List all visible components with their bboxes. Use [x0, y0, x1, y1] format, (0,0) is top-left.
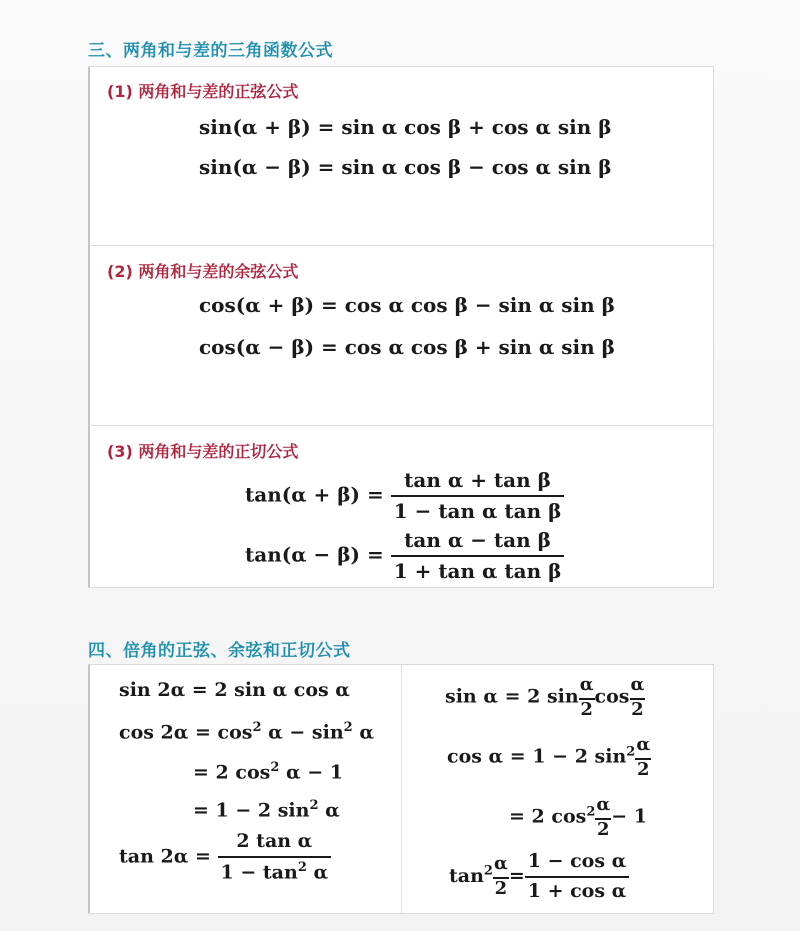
cos-half-alt	[509, 795, 647, 840]
half-alpha-fraction	[630, 675, 646, 720]
squared-superscript: 2	[270, 760, 280, 775]
fraction-denominator: 2	[580, 698, 593, 720]
half-alpha-fraction	[493, 854, 509, 899]
squared-superscript: 2	[626, 744, 636, 760]
tan-half-numerator: 1 − cos α	[525, 851, 630, 878]
squared-superscript: 2	[297, 859, 307, 875]
tan-half-lhs: tan	[449, 864, 484, 887]
cos-double-mid: α − sin	[261, 721, 344, 744]
tan-half-formula	[449, 851, 629, 903]
divider	[89, 245, 713, 246]
tan-half-fraction	[525, 851, 630, 903]
cos-half-alt-pre: = 2 cos	[509, 805, 587, 828]
fraction-denominator: 2	[494, 877, 508, 899]
tangent-sum-denominator: 1 − tan α tan β	[393, 499, 562, 523]
squared-superscript: 2	[252, 720, 262, 735]
tan-half-denominator: 1 + cos α	[527, 879, 627, 902]
cos-double-alt1-post: α − 1	[279, 761, 343, 784]
divider	[89, 425, 713, 426]
sin-half-lhs: sin α = 2 sin	[445, 685, 579, 708]
cos-half-lhs: cos α = 1 − 2 sin	[447, 745, 627, 768]
tangent-diff-denominator: 1 + tan α tan β	[393, 559, 562, 583]
cosine-subtitle: (2) 两角和与差的余弦公式	[107, 262, 299, 281]
tangent-diff-formula	[245, 529, 564, 583]
fraction-numerator: α	[635, 735, 651, 760]
sin-half-mid: cos	[594, 685, 630, 708]
column-divider	[401, 665, 402, 913]
fraction-denominator: 2	[636, 758, 650, 780]
cos-double-alt2-pre: = 1 − 2 sin	[193, 799, 310, 822]
tangent-sum-formula	[245, 469, 564, 523]
tangent-diff-fraction	[391, 529, 565, 583]
sine-sum-formula: sin(α + β) = sin α cos β + cos α sin β	[199, 115, 612, 139]
squared-superscript: 2	[343, 720, 353, 735]
tan-double-den-pre: 1 − tan	[220, 861, 298, 884]
sin-half-formula	[445, 675, 645, 720]
tan-double-den-post: α	[306, 861, 329, 884]
sine-subtitle: (1) 两角和与差的正弦公式	[107, 82, 299, 101]
tan-double-numerator: 2 tan α	[218, 831, 332, 858]
squared-superscript: 2	[483, 863, 493, 879]
tan-double-lhs: tan 2α =	[119, 845, 211, 868]
half-alpha-fraction	[595, 795, 611, 840]
cos-double-formula	[119, 721, 374, 742]
tangent-diff-lhs: tan(α − β) =	[245, 542, 384, 567]
fraction-numerator: α	[630, 675, 646, 700]
fraction-numerator: α	[579, 675, 595, 700]
cos-double-lhs: cos 2α = cos	[119, 721, 253, 744]
cos-double-alt1-pre: = 2 cos	[193, 761, 271, 784]
cos-half-alt-post: − 1	[611, 805, 647, 828]
sine-diff-formula: sin(α − β) = sin α cos β − cos α sin β	[199, 155, 612, 179]
cos-double-alt1	[193, 761, 343, 782]
tan-double-denominator	[218, 858, 332, 884]
section3-box	[88, 66, 714, 588]
cos-double-end: α	[352, 721, 374, 744]
fraction-numerator: α	[595, 795, 611, 820]
cos-double-alt2-post: α	[318, 799, 340, 822]
tangent-subtitle: (3) 两角和与差的正切公式	[107, 442, 299, 461]
cosine-sum-formula: cos(α + β) = cos α cos β − sin α sin β	[199, 293, 615, 317]
fraction-denominator: 2	[597, 818, 610, 840]
cos-double-alt2	[193, 799, 340, 820]
equals-sign: =	[508, 864, 525, 887]
tangent-sum-numerator: tan α + tan β	[391, 469, 565, 497]
tangent-diff-numerator: tan α − tan β	[391, 529, 565, 557]
sin-double-formula: sin 2α = 2 sin α cos α	[119, 679, 350, 701]
half-alpha-fraction	[635, 735, 651, 780]
half-alpha-fraction	[579, 675, 595, 720]
section4-box	[88, 664, 714, 914]
cos-half-formula	[447, 735, 651, 780]
tangent-sum-fraction	[391, 469, 565, 523]
section3-title: 三、两角和与差的三角函数公式	[88, 41, 333, 61]
fraction-denominator: 2	[631, 698, 644, 720]
cosine-diff-formula: cos(α − β) = cos α cos β + sin α sin β	[199, 335, 615, 359]
tangent-sum-lhs: tan(α + β) =	[245, 482, 384, 507]
tan-double-fraction	[218, 831, 332, 884]
fraction-numerator: α	[493, 854, 509, 879]
section4-title: 四、倍角的正弦、余弦和正切公式	[88, 641, 351, 661]
tan-double-formula	[119, 831, 331, 884]
squared-superscript: 2	[309, 798, 319, 813]
squared-superscript: 2	[586, 804, 596, 820]
